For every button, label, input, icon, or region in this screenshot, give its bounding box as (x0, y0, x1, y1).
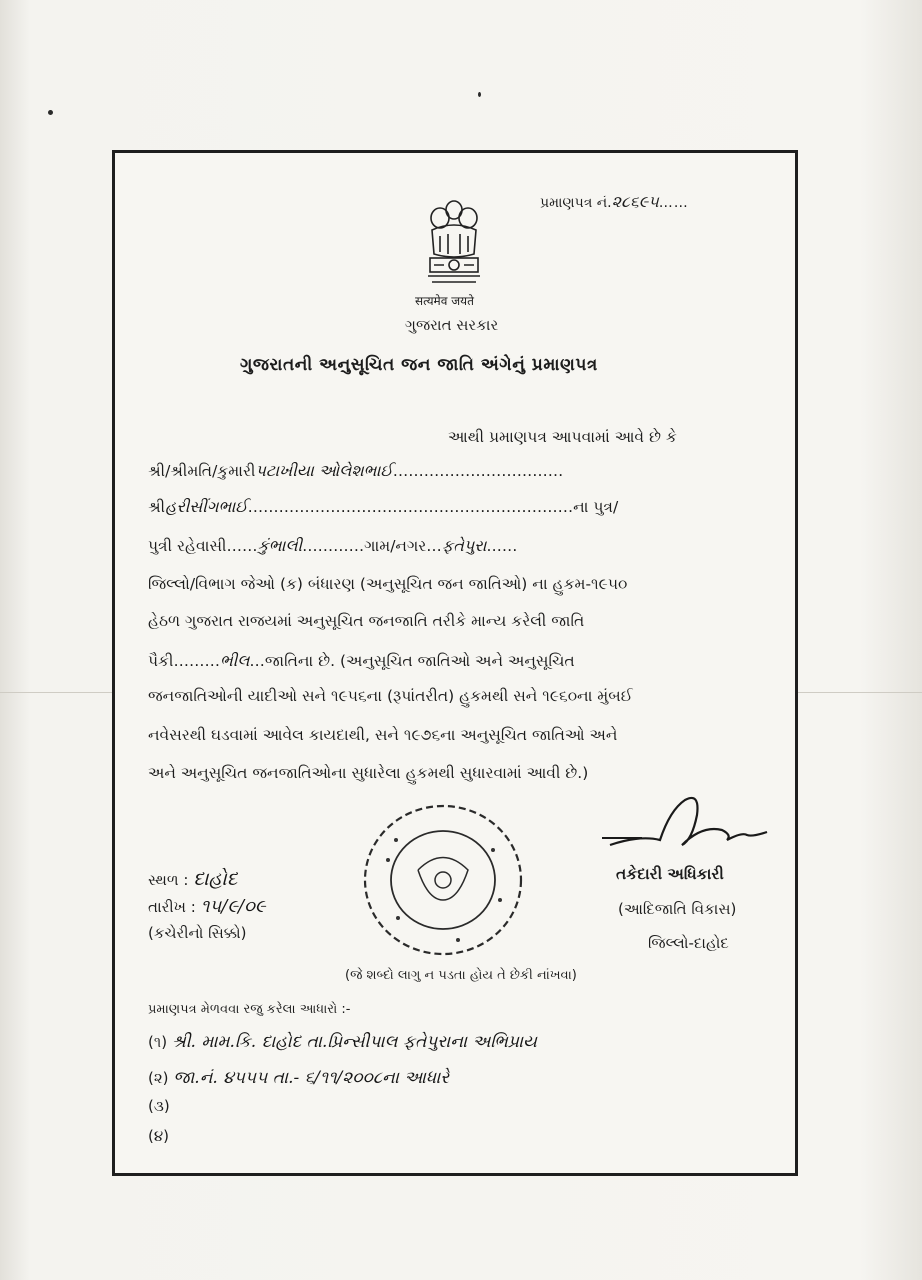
certificate-number (540, 192, 689, 212)
caste-prefix: પૈકી (148, 652, 174, 670)
certificate-number-value: ૨૮૬૯૫ (611, 192, 659, 211)
date-label: તારીખ : (148, 898, 196, 916)
officer-department: (આદિજાતિ વિકાસ) (618, 900, 737, 918)
basis-number: (૩) (148, 1097, 170, 1115)
government-name: ગુજરાત સરકાર (405, 316, 499, 334)
basis-title: પ્રમાણપત્ર મેળવવા રજુ કરેલા આધારો :- (148, 1002, 351, 1017)
strike-note: (જે શબ્દો લાગુ ન પડતા હોય તે છેકી નાંખવા) (345, 968, 577, 983)
speck (48, 110, 53, 115)
basis-text: જા.નં. ૪૫૫૫ તા.- ૬/૧૧/૨૦૦૮ના આધારે (173, 1068, 450, 1088)
certificate-number-label: પ્રમાણપત્ર નં. (540, 195, 612, 211)
place-value: દાહોદ (193, 868, 238, 890)
dotted-fill: ……… (173, 652, 220, 670)
parent-name: હરીસીંગભાઈ (165, 497, 248, 516)
dotted-fill: ……………………………………………………… (247, 498, 574, 516)
officer-title: તકેદારી અધિકારી (616, 865, 724, 883)
officer-signature (600, 790, 780, 860)
body-line-6: અને અનુસૂચિત જનજાતિઓના સુધારેલા હુકમથી સુધારવામાં આવી છે.) (148, 764, 589, 782)
dotted-fill: … (249, 652, 265, 670)
body-line-2: હેઠળ ગુજરાત રાજયમાં અનુસૂચિત જનજાતિ તરીકે માન્ય કરેલી જાતિ (148, 612, 585, 630)
date-row (148, 896, 266, 917)
basis-text: શ્રી. મામ.કિ. દાહોદ તા.પ્રિન્સીપાલ ફતેપુરાના અભિપ્રાય (171, 1032, 537, 1052)
village-value: ફતેપુરા (441, 536, 487, 555)
dotted-fill: … (426, 537, 442, 555)
body-line-1: જિલ્લો/વિભાગ જેઓ (ક) બંધારણ (અનુસૂચિત જન જાતિઓ) ના હુકમ-૧૯૫૦ (148, 575, 628, 593)
parent-prefix: શ્રી (148, 498, 166, 516)
basis-number: (૨) (148, 1069, 169, 1087)
basis-number: (૪) (148, 1127, 170, 1145)
basis-item (148, 1126, 169, 1146)
parent-line (148, 497, 618, 517)
certificate-heading: ગુજરાતની અનુસૂચિત જન જાતિ અંગેનું પ્રમાણપત્ર (240, 355, 598, 375)
office-seal-label: (કચેરીનો સિક્કો) (148, 924, 247, 942)
intro-line: આથી પ્રમાણપત્ર આપવામાં આવે છે કે (448, 428, 677, 446)
caste-value: ભીલ (219, 651, 250, 670)
dotted-fill: …………………………… (392, 462, 564, 480)
resident-place: કુંભાલી (257, 536, 303, 555)
dotted-fill: …… (226, 537, 258, 555)
holder-prefix: શ્રી/શ્રીમતિ/કુમારી (148, 462, 256, 480)
body-line-4: જનજાતિઓની યાદીઓ સને ૧૯૫૬ના (રૂપાંતરીત) હુકમથી સને ૧૯૬૦ના મુંબઈ (148, 687, 633, 705)
basis-number: (૧) (148, 1033, 168, 1051)
dotted-fill: …… (486, 537, 518, 555)
village-label: ગામ/નગર (364, 537, 427, 555)
resident-line (148, 536, 517, 556)
body-line-5: નવેસરથી ઘડવામાં આવેલ કાયદાથી, સને ૧૯૭૬ના અનુસૂચિત જાતિઓ અને (148, 726, 618, 744)
basis-item (148, 1096, 170, 1116)
caste-suffix: જાતિના છે. (અનુસૂચિત જાતિઓ અને અનુસૂચિત (264, 652, 575, 670)
holder-name: પટાખીયા ઓલેશભાઈ (255, 461, 393, 480)
ashoka-emblem-icon (420, 196, 488, 288)
date-value: ૧૫/૯/૦૯ (200, 896, 266, 917)
place-label: સ્થળ : (148, 871, 189, 889)
basis-item (148, 1032, 537, 1052)
place-row (148, 868, 237, 890)
office-seal-stamp (358, 800, 528, 960)
holder-line (148, 461, 563, 481)
caste-line (148, 651, 575, 671)
resident-prefix: પુત્રી રહેવાસી (148, 537, 227, 555)
dotted-fill: ………… (302, 537, 365, 555)
son-suffix: ના પુત્ર/ (573, 498, 619, 516)
officer-district: જિલ્લો-દાહોદ (648, 934, 729, 952)
dotted-fill: …… (658, 195, 689, 211)
speck (478, 92, 481, 97)
national-motto: सत्यमेव जयते (415, 294, 474, 308)
basis-item (148, 1068, 449, 1088)
